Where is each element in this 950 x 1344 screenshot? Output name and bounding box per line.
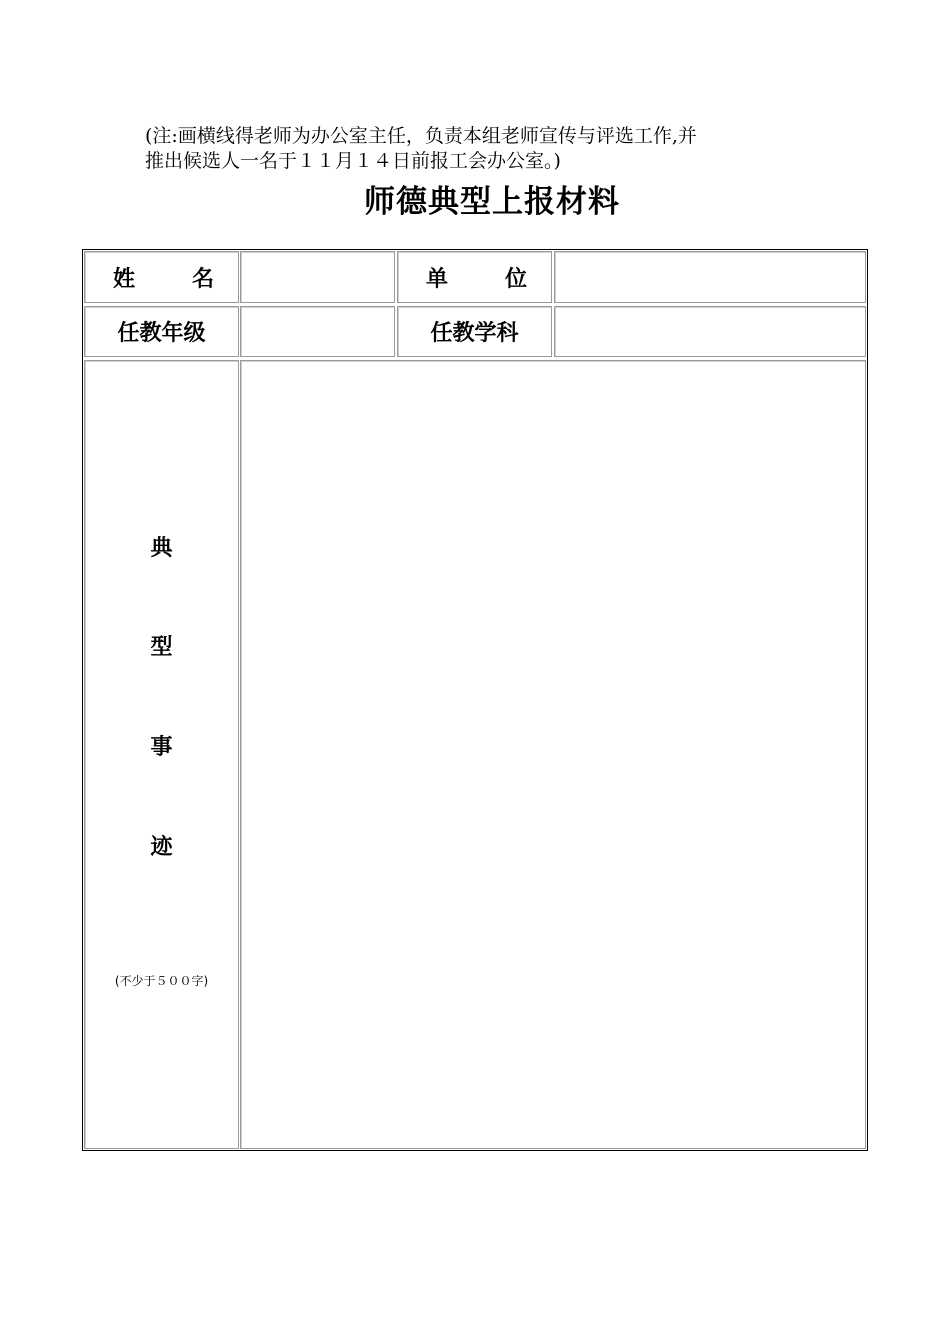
deeds-label [84,360,239,1149]
note-line-2: 推出候选人一名于１１月１４日前报工会办公室。) [145,150,561,172]
deeds-char-3: 事 [150,735,173,760]
name-field[interactable] [240,251,395,303]
unit-label [397,251,552,303]
grade-label [84,306,239,357]
note-line-1: (注:画横线得老师为办公室主任，负责本组老师宣传与评选工作,并 [145,125,697,147]
page-title: 师德典型上报材料 [364,184,620,220]
grade-field[interactable] [240,306,395,357]
deeds-char-1: 典 [150,536,173,561]
grade-label-text: 任教年级 [117,321,206,346]
unit-field[interactable] [554,251,866,303]
name-label-char-2: 名 [191,266,214,292]
subject-field[interactable] [554,306,866,357]
deeds-field[interactable] [240,360,866,1149]
name-label [84,251,239,303]
subject-label-text: 任教学科 [430,321,519,346]
report-form-table [82,249,868,1151]
deeds-char-2: 型 [150,635,173,660]
unit-label-char-1: 单 [426,266,449,292]
note-text [145,124,845,174]
subject-label [397,306,552,357]
deeds-char-4: 迹 [150,835,173,860]
deeds-length-note: (不少于５００字) [114,974,209,988]
name-label-char-1: 姓 [113,266,136,292]
unit-label-char-2: 位 [504,266,527,292]
